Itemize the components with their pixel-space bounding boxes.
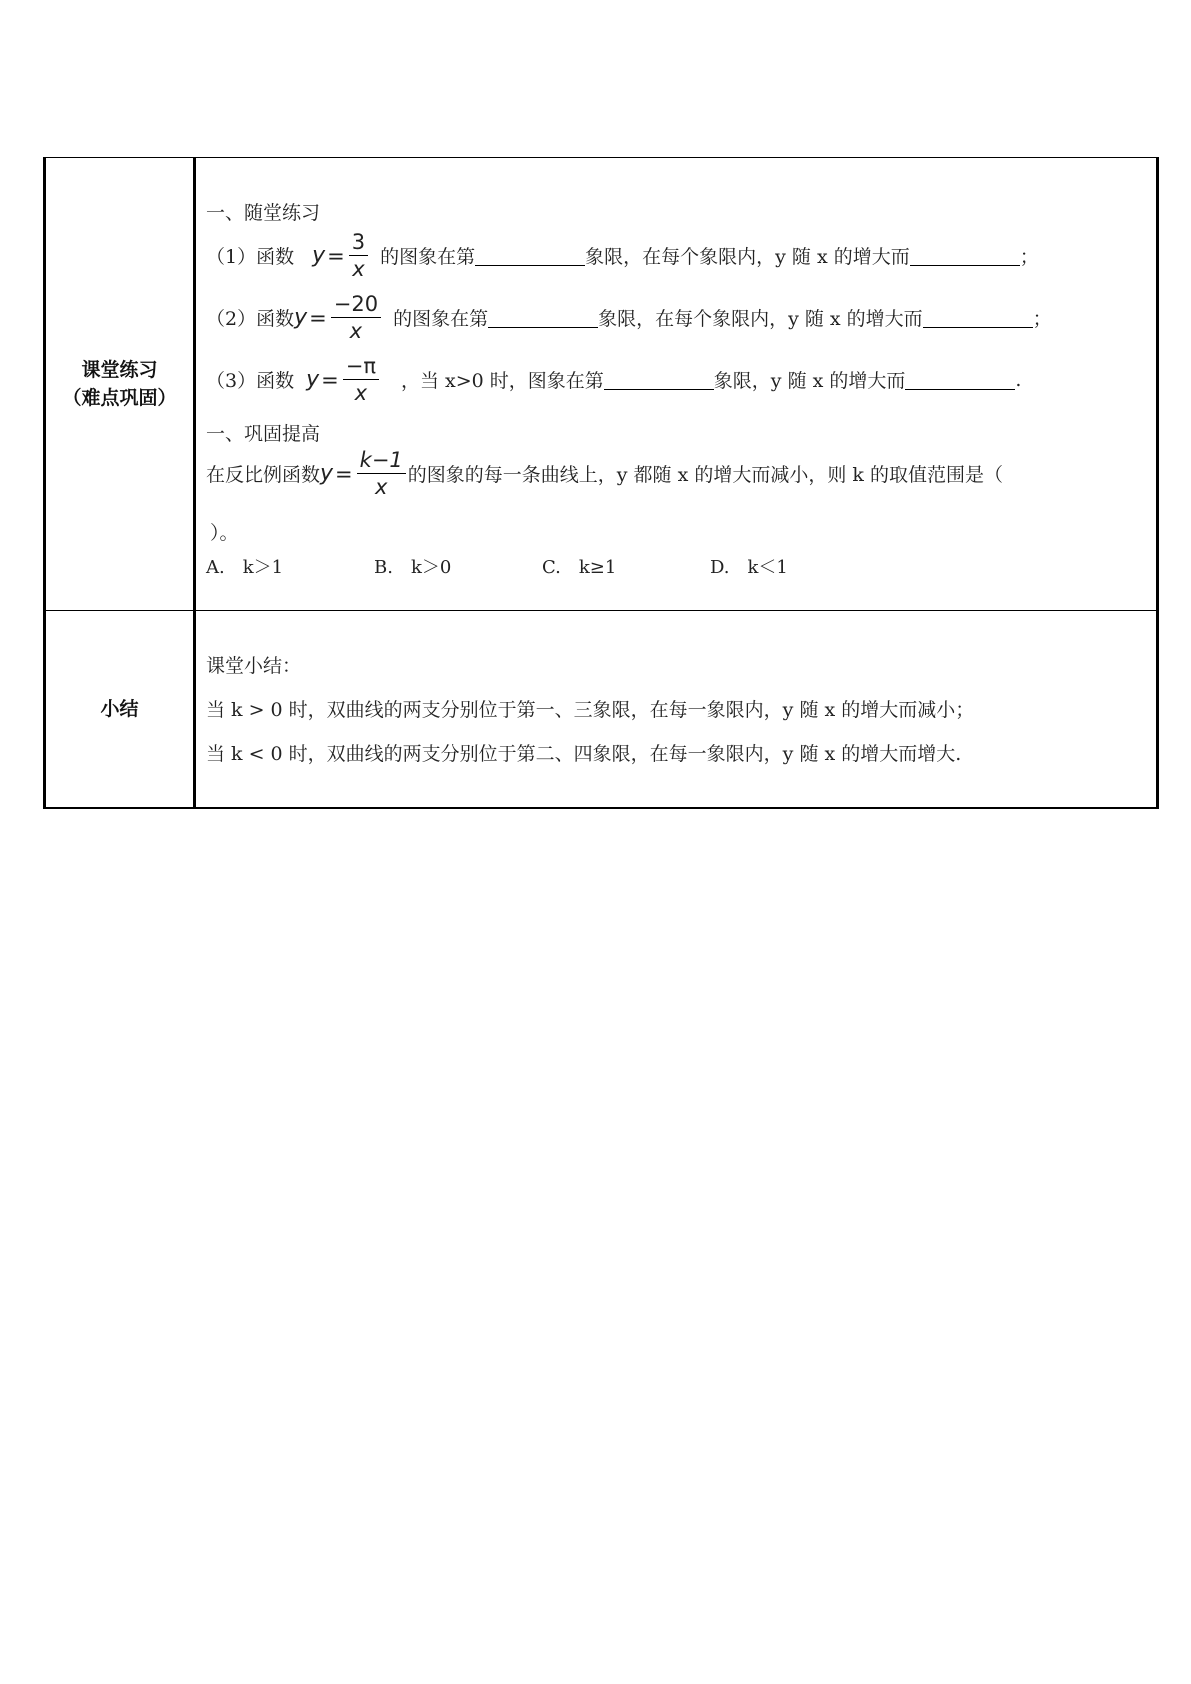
answer-options xyxy=(206,553,830,579)
summary-label: 小结 xyxy=(100,698,139,720)
summary-title xyxy=(206,651,301,678)
q3-y: y xyxy=(306,367,320,392)
q3-mid: ，当 x>0 时，图象在第 xyxy=(400,370,604,392)
q2-y: y xyxy=(294,305,308,330)
practice-row xyxy=(46,158,1156,611)
q2-fraction xyxy=(331,292,381,343)
section1-title-text: 一、随堂练习 xyxy=(206,202,321,224)
q3-denominator: x xyxy=(354,381,368,405)
q3-numerator: −π xyxy=(343,354,379,380)
practice-content xyxy=(196,158,1156,610)
q1-equals: = xyxy=(327,243,345,268)
q1-after-blank: 象限，在每个象限内，y 随 x 的增大而 xyxy=(585,246,910,268)
q2-prefix: （2）函数 xyxy=(206,308,295,330)
q1-fraction xyxy=(349,230,368,281)
practice-label-cell xyxy=(46,158,196,610)
summary-line-2 xyxy=(206,739,961,766)
q1-prefix: （1）函数 xyxy=(206,246,295,268)
q3-prefix: （3）函数 xyxy=(206,370,295,392)
q2-mid: 的图象在第 xyxy=(393,308,489,330)
q2-after-blank: 象限，在每个象限内，y 随 x 的增大而 xyxy=(598,308,923,330)
practice-label: 课堂练习 xyxy=(81,359,158,381)
q3-fraction xyxy=(343,354,379,405)
q3-after-blank: 象限，y 随 x 的增大而 xyxy=(713,370,906,392)
q4-prefix: 在反比例函数 xyxy=(206,464,321,486)
q4-cont: ）。 xyxy=(210,522,239,544)
option-a[interactable]: A. k＞1 xyxy=(206,557,284,578)
practice-sublabel: （难点巩固） xyxy=(62,387,177,409)
q2-equals: = xyxy=(309,305,327,330)
q4-numerator: k−1 xyxy=(357,448,406,474)
q3-blank-1[interactable] xyxy=(604,369,714,390)
q4-fraction xyxy=(357,448,406,499)
section1-title xyxy=(206,198,320,225)
lesson-table xyxy=(43,157,1159,809)
q4-denominator: x xyxy=(375,475,388,499)
summary-row xyxy=(46,611,1156,807)
q1-numerator: 3 xyxy=(349,230,368,256)
summary-content xyxy=(196,611,1156,807)
summary-line-1-text: 当 k > 0 时，双曲线的两支分别位于第一、三象限，在每一象限内，y 随 x 的增大而减小； xyxy=(206,699,975,721)
q4-rest: 的图象的每一条曲线上，y 都随 x 的增大而减小，则 k 的取值范围是（ xyxy=(407,464,1003,486)
option-c[interactable]: C. k≥1 xyxy=(542,557,617,578)
q2-blank-1[interactable] xyxy=(488,307,598,328)
q1-end: ； xyxy=(1019,246,1039,268)
q1-y: y xyxy=(312,243,326,268)
summary-label-cell xyxy=(46,611,196,807)
section2-title-text: 一、巩固提高 xyxy=(206,423,321,445)
question-4 xyxy=(206,448,1003,499)
summary-line-2-text: 当 k < 0 时，双曲线的两支分别位于第二、四象限，在每一象限内，y 随 x 的增大而增大. xyxy=(206,743,962,765)
q1-blank-1[interactable] xyxy=(475,245,585,266)
q2-blank-2[interactable] xyxy=(923,307,1033,328)
question-4-cont xyxy=(210,518,239,545)
q1-mid: 的图象在第 xyxy=(380,246,476,268)
q2-numerator: −20 xyxy=(331,292,381,318)
q2-denominator: x xyxy=(349,319,363,343)
q1-denominator: x xyxy=(352,257,365,281)
question-1 xyxy=(206,230,1039,281)
summary-line-1 xyxy=(206,695,974,722)
q2-end: ； xyxy=(1032,308,1052,330)
q3-equals: = xyxy=(321,367,339,392)
summary-title-text: 课堂小结： xyxy=(206,655,302,677)
q3-end: . xyxy=(1015,368,1022,391)
q3-blank-2[interactable] xyxy=(905,369,1015,390)
section2-title xyxy=(206,419,320,446)
q4-y: y xyxy=(320,461,334,486)
option-b[interactable]: B. k＞0 xyxy=(374,557,452,578)
q1-blank-2[interactable] xyxy=(910,245,1020,266)
question-3 xyxy=(206,354,1021,405)
question-2 xyxy=(206,292,1052,343)
q4-equals: = xyxy=(335,461,353,486)
option-d[interactable]: D. k＜1 xyxy=(710,557,788,578)
